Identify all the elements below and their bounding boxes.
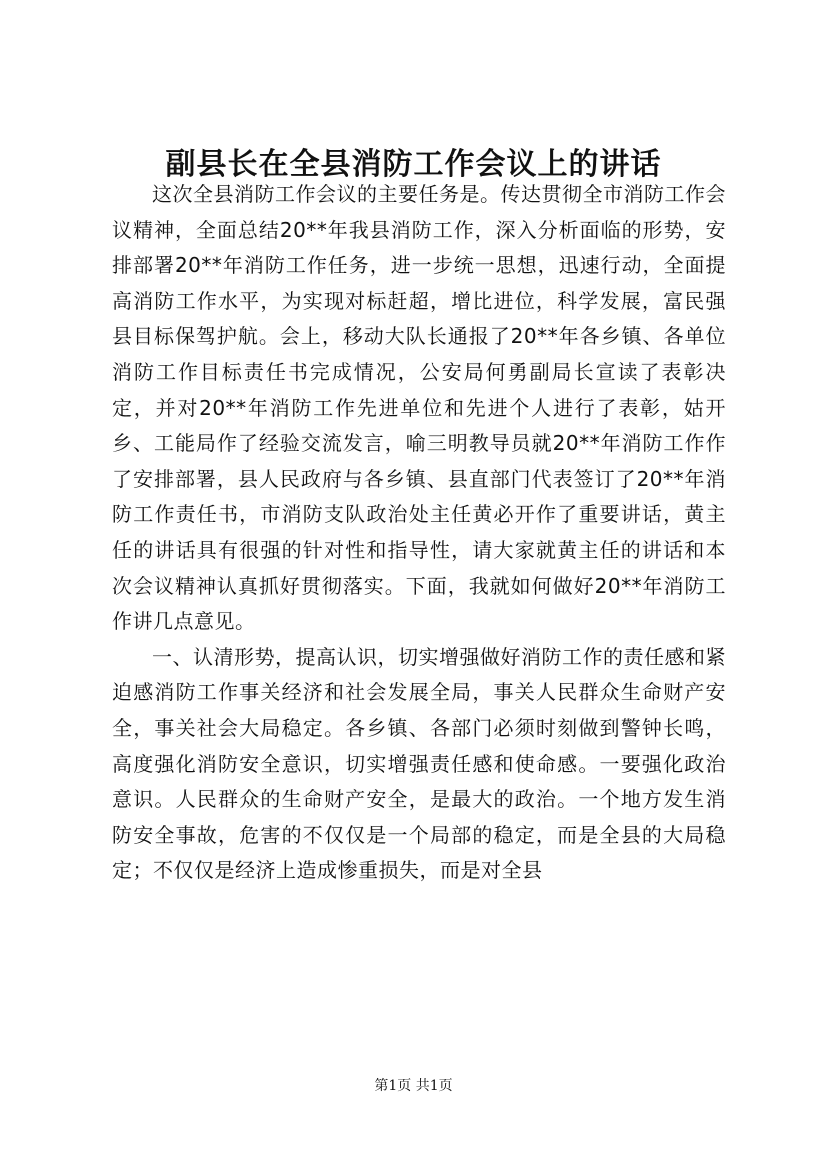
page-footer <box>0 1076 827 1096</box>
paragraph-2: 一、认清形势，提高认识，切实增强做好消防工作的责任感和紧迫感消防工作事关经济和社会发展全局，事关人民群众生命财产安全，事关社会大局稳定。各乡镇、各部门必须时刻做到警钟长鸣，高度强化消防安全意识，切实增强责任感和使命感。一要强化政治意识。人民群众的生命财产安全，是最大的政治。一个地方发生消防安全事故，危害的不仅仅是一个局部的稳定，而是全县的大局稳定；不仅仅是经济上造成惨重损失，而是对全县 <box>112 644 726 883</box>
page-number-label: 第1页 共1页 <box>374 1078 453 1094</box>
document-body <box>112 177 726 1037</box>
document-title: 副县长在全县消防工作会议上的讲话 <box>165 147 662 182</box>
paragraph-1: 这次全县消防工作会议的主要任务是。传达贯彻全市消防工作会议精神，全面总结20**年我县消防工作，深入分析面临的形势，安排部署20**年消防工作任务，进一步统一思想，迅速行动，全面提高消防工作水平，为实现对标赶超，增比进位，科学发展，富民强县目标保驾护航。会上，移动大队长通报了20**年各乡镇、各单位消防工作目标责任书完成情况，公安局何勇副局长宣读了表彰决定，并对20**年消防工作先进单位和先进个人进行了表彰，姑开乡、工能局作了经验交流发言，喻三明教导员就20**年消防工作作了安排部署，县人民政府与各乡镇、县直部门代表签订了20**年消防工作责任书，市消防支队政治处主任黄必开作了重要讲话，黄主任的讲话具有很强的针对性和指导性，请大家就黄主任的讲话和本次会议精神认真抓好贯彻落实。下面，我就如何做好20**年消防工作讲几点意见。 <box>112 182 726 634</box>
